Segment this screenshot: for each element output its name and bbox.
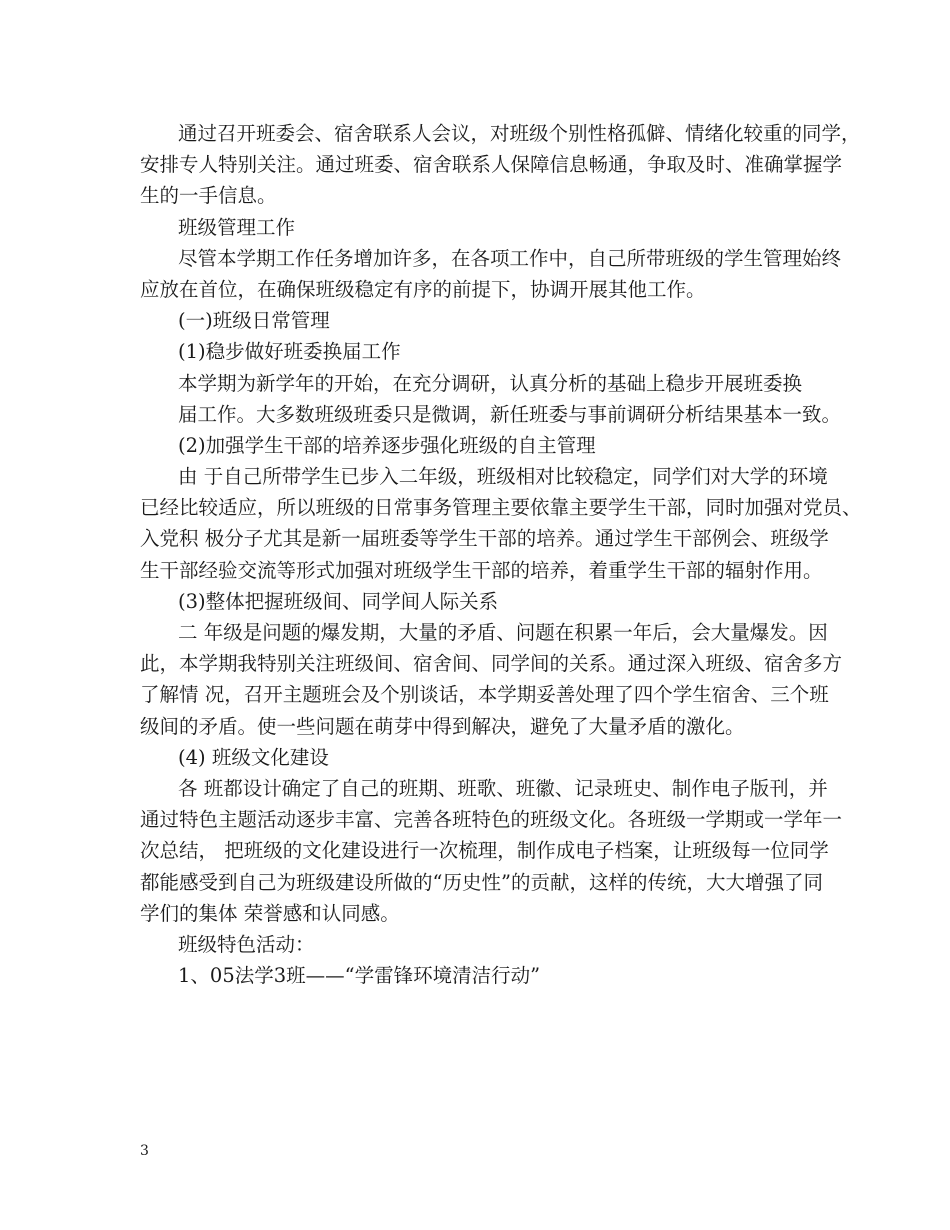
- text-line: (3)整体把握班级间、同学间人际关系: [178, 589, 499, 613]
- text-line: 此，本学期我特别关注班级间、宿舍间、同学间的关系。通过深入班级、宿舍多方: [140, 652, 843, 676]
- text-line: 入党积 极分子尤其是新一届班委等学生干部的培养。通过学生干部例会、班级学: [140, 527, 829, 551]
- document-body: [140, 118, 862, 991]
- text-line: 各 班都设计确定了自己的班期、班歌、班徽、记录班史、制作电子版刊，并: [178, 776, 828, 800]
- text-line: 尽管本学期工作任务增加许多，在各项工作中，自己所带班级的学生管理始终: [178, 246, 842, 270]
- text-line: 安排专人特别关注。通过班委、宿舍联系人保障信息畅通，争取及时、准确掌握学: [140, 153, 843, 177]
- text-line: 都能感受到自己为班级建设所做的“历史性”的贡献，这样的传统，大大增强了同: [140, 870, 823, 894]
- text-line: 已经比较适应，所以班级的日常事务管理主要依靠主要学生干部，同时加强对党员、: [140, 496, 862, 520]
- text-line: 届工作。大多数班级班委只是微调，新任班委与事前调研分析结果基本一致。: [178, 402, 842, 426]
- text-line: 生的一手信息。: [140, 184, 277, 208]
- text-line: 班级管理工作: [178, 215, 296, 239]
- text-line: 1、05法学3班——“学雷锋环境清洁行动”: [178, 964, 541, 988]
- text-line: 通过召开班委会、宿舍联系人会议，对班级个别性格孤僻、情绪化较重的同学，: [178, 122, 861, 145]
- text-line: 本学期为新学年的开始，在充分调研，认真分析的基础上稳步开展班委换: [178, 371, 803, 395]
- text-line: 级间的矛盾。使一些问题在萌芽中得到解决，避免了大量矛盾的激化。: [140, 714, 745, 738]
- text-line: 二 年级是问题的爆发期，大量的矛盾、问题在积累一年后，会大量爆发。因: [178, 621, 828, 644]
- text-line: (4) 班级文化建设: [178, 745, 329, 769]
- text-line: (2)加强学生干部的培养逐步强化班级的自主管理: [178, 433, 596, 457]
- page-number: 3: [140, 1143, 149, 1159]
- text-line: 生干部经验交流等形式加强对班级学生干部的培养，着重学生干部的辐射作用。: [140, 558, 823, 582]
- text-line: 通过特色主题活动逐步丰富、完善各班特色的班级文化。各班级一学期或一学年一: [140, 808, 843, 832]
- text-line: (一)班级日常管理: [178, 309, 330, 333]
- text-line: 学们的集体 荣誉感和认同感。: [140, 901, 400, 925]
- text-line: 应放在首位，在确保班级稳定有序的前提下，协调开展其他工作。: [140, 277, 706, 301]
- text-line: 由 于自己所带学生已步入二年级，班级相对比较稳定，同学们对大学的环境: [178, 465, 828, 489]
- text-line: 次总结， 把班级的文化建设进行一次梳理，制作成电子档案，让班级每一位同学: [140, 839, 829, 863]
- text-line: 了解情 况，召开主题班会及个别谈话，本学期妥善处理了四个学生宿舍、三个班: [140, 683, 829, 707]
- text-line: 班级特色活动：: [178, 932, 315, 956]
- text-line: (1)稳步做好班委换届工作: [178, 340, 401, 364]
